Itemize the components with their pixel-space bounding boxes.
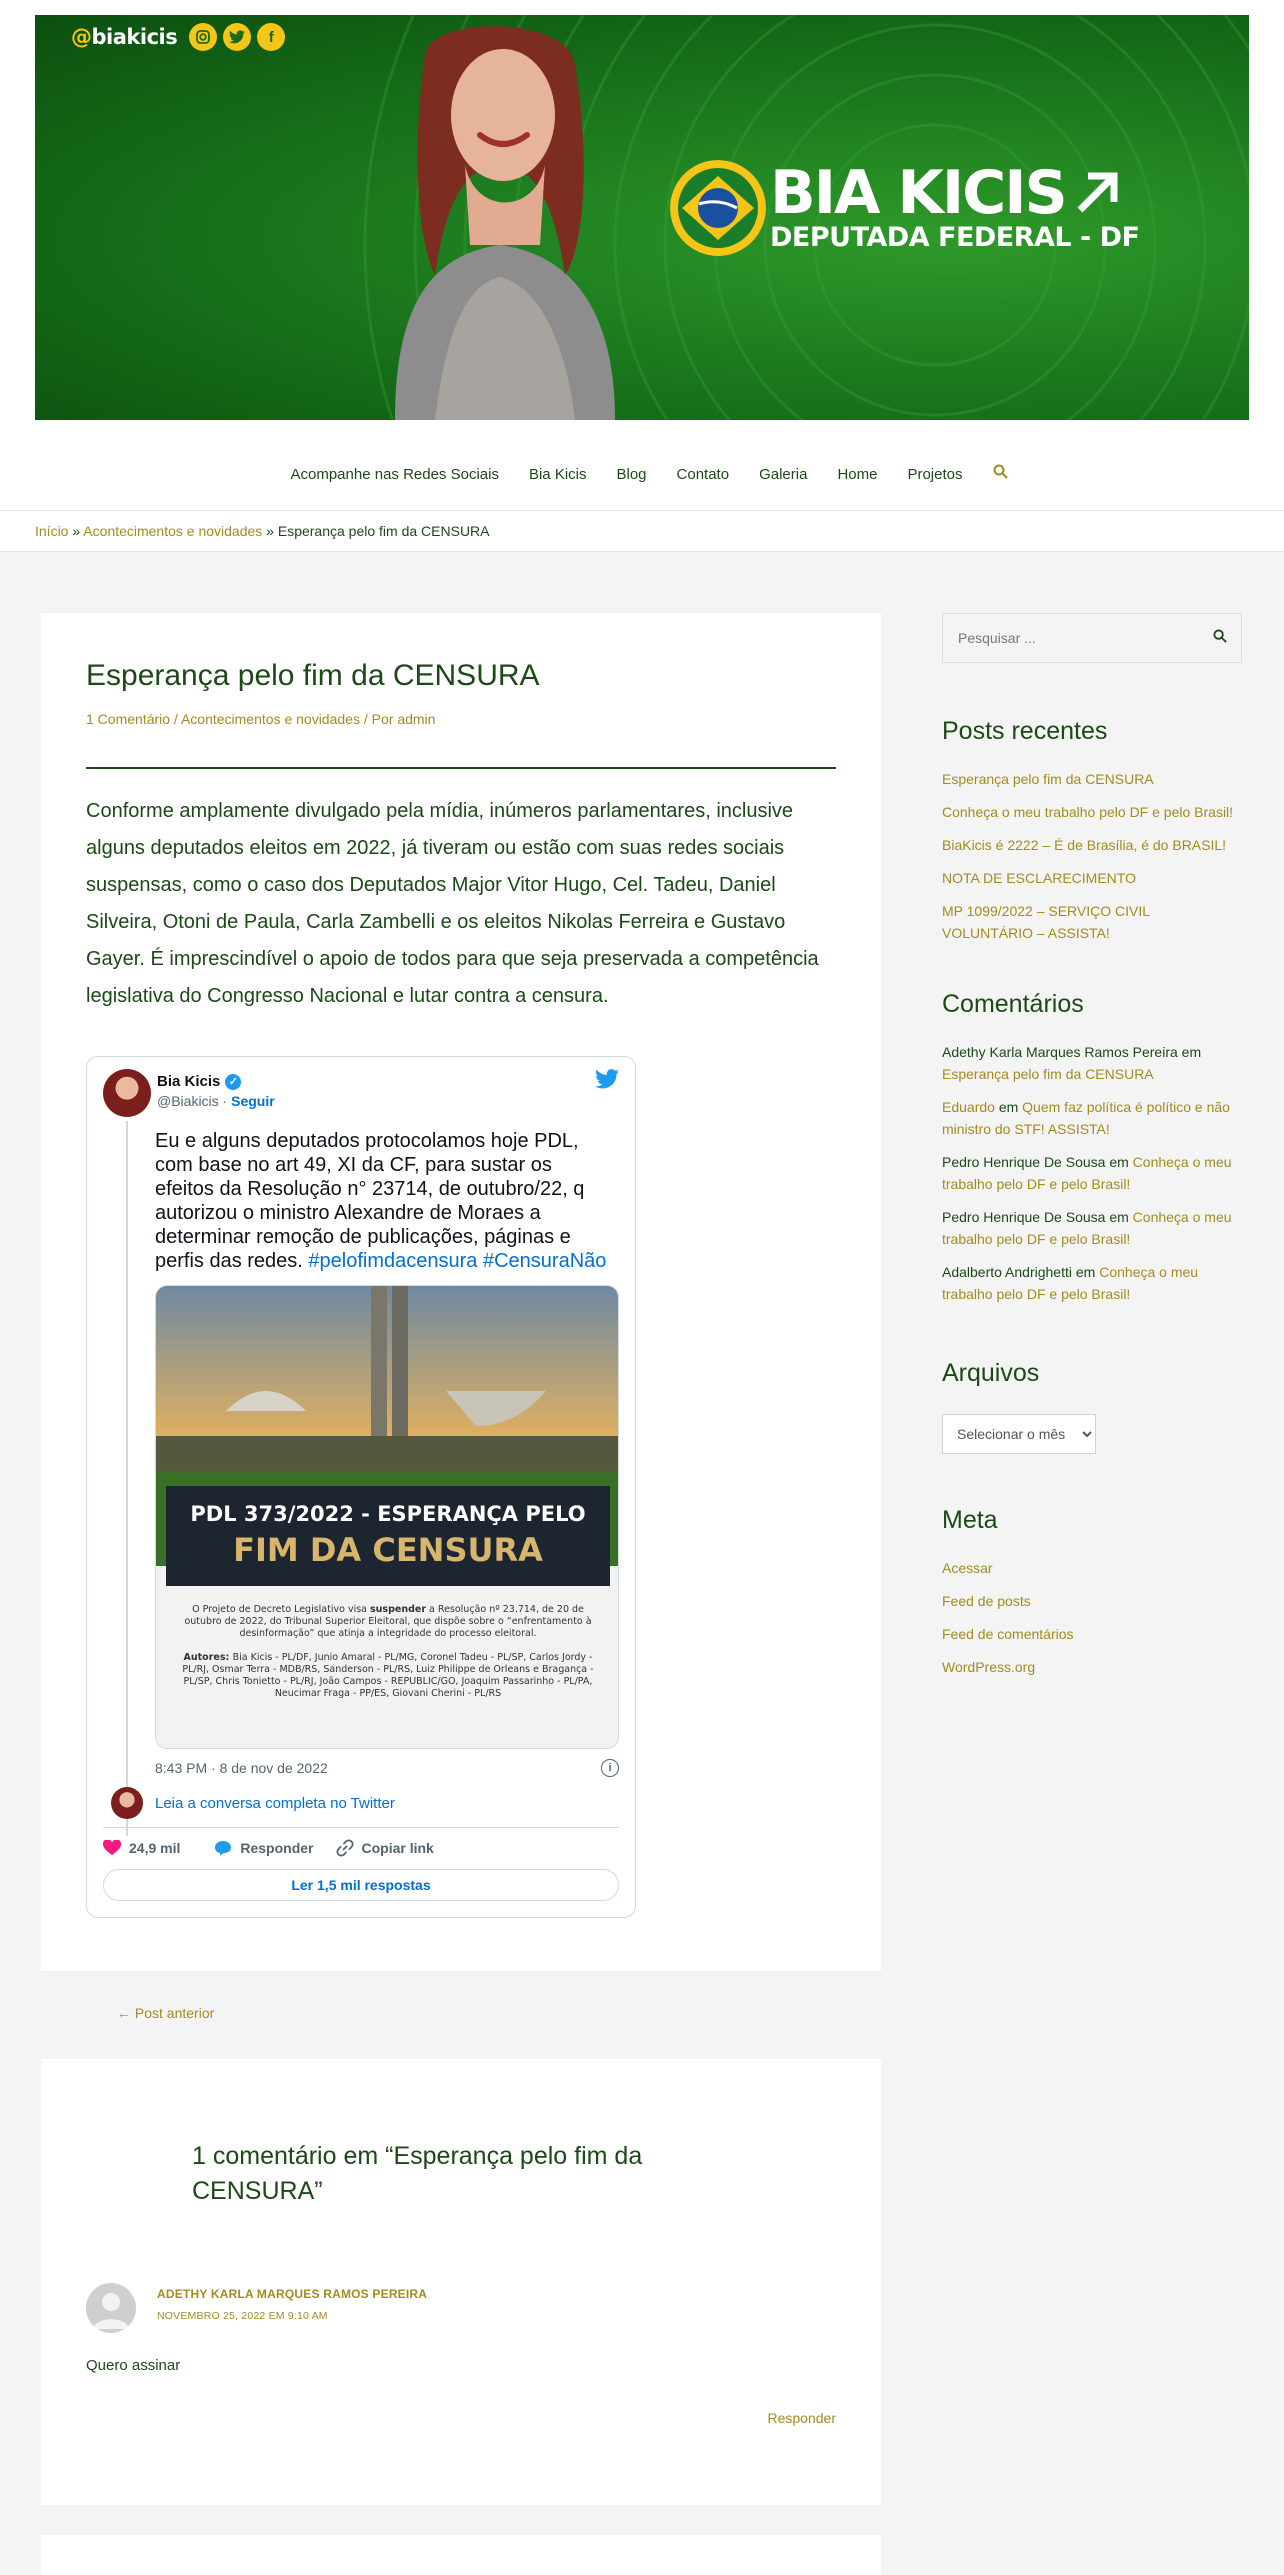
social-handle: @biakicis	[71, 25, 178, 49]
search-icon[interactable]	[1213, 629, 1227, 643]
breadcrumb-separator: »	[266, 523, 274, 539]
comment-text: Quero assinar	[86, 2357, 181, 2374]
recent-post-link[interactable]: BiaKicis é 2222 – É de Brasília, é do BRASIL!	[942, 837, 1227, 853]
site-header	[0, 0, 1284, 512]
portrait-image	[335, 15, 665, 420]
recent-post-link[interactable]: Esperança pelo fim da CENSURA	[942, 771, 1154, 787]
image-headline-1: PDL 373/2022 - ESPERANÇA PELO	[190, 1502, 586, 1526]
heart-icon	[103, 1840, 121, 1856]
meta-by: / Por	[359, 711, 398, 727]
tweet-dot: ·	[218, 1093, 232, 1109]
search-placeholder: Pesquisar ...	[958, 630, 1036, 646]
reply-label: Responder	[240, 1840, 314, 1856]
tweet-follow-link[interactable]: Seguir	[231, 1093, 275, 1109]
post-article	[41, 613, 881, 1971]
recent-comment-item	[942, 1151, 1242, 1195]
breadcrumb-separator: »	[72, 523, 81, 539]
nav-item-contato[interactable]: Contato	[676, 466, 730, 483]
comment-reply-link[interactable]: Responder	[767, 2410, 836, 2426]
search-icon[interactable]	[993, 464, 1008, 483]
meta-link-posts-feed[interactable]: Feed de posts	[942, 1593, 1031, 1609]
tweet-author	[157, 1073, 241, 1090]
comment-author-name: Adalberto Andrighetti	[942, 1264, 1072, 1280]
tweet-thread-line	[126, 1121, 128, 1836]
reply-bubble-icon	[214, 1840, 232, 1856]
tweet-handle[interactable]: @Biakicis	[157, 1093, 219, 1109]
post-author-link[interactable]: admin	[397, 711, 436, 727]
post-title: Esperança pelo fim da CENSURA	[86, 659, 540, 692]
meta-links-list	[942, 1557, 1242, 1678]
meta-separator: /	[170, 711, 181, 727]
breadcrumb-current: Esperança pelo fim da CENSURA	[277, 523, 490, 539]
tweet-actions	[103, 1839, 434, 1857]
comment-post-link[interactable]: Quem faz política é político e não ministro do STF! ASSISTA!	[942, 1099, 1230, 1137]
breadcrumb-home[interactable]: Início	[35, 523, 69, 539]
brazil-flag-icon	[670, 160, 766, 256]
nav-item-galeria[interactable]: Galeria	[759, 466, 808, 483]
comment-author-name: Pedro Henrique De Sousa	[942, 1209, 1106, 1225]
tweet-timestamp[interactable]: 8:43 PM · 8 de nov de 2022	[155, 1760, 328, 1776]
read-replies-button[interactable]: Ler 1,5 mil respostas	[103, 1869, 619, 1901]
recent-posts-title: Posts recentes	[942, 717, 1108, 745]
image-description: O Projeto de Decreto Legislativo visa suspender a Resolução nº 23.714, de 20 de outubro de 2022, do Tribunal Superior Eleitoral, que dispõe sobre o “enfrentamento à desinformação” que atinja a integridade do processo eleitoral. Autores: Bia Kicis - PL/DF, Junio Amaral - PL/MG, Coronel Tadeu - PL/SP, Carlos Jordy - PL/RJ, Osmar Terra - MDB/RS, Sanderson - PL/RS, Luiz Philippe de Orleans e Bragança - PL/SP, Chris Tonietto - PL/RJ, João Campos - REPUBLIC/GO, Joaquim Passarinho - PL/PA, Neucimar Fraga - PP/ES, Giovani Cherini - PL/RS	[182, 1604, 594, 1699]
recent-comment-item	[942, 1041, 1242, 1085]
hashtag-link[interactable]: #CensuraNão	[482, 1250, 607, 1272]
archives-title: Arquivos	[942, 1359, 1040, 1387]
read-conversation-link[interactable]: Leia a conversa completa no Twitter	[155, 1795, 395, 1812]
tweet-mini-avatar	[111, 1787, 143, 1819]
search-input[interactable]	[942, 613, 1242, 663]
sidebar	[942, 613, 1242, 1689]
meta-title: Meta	[942, 1506, 998, 1534]
post-comments-link[interactable]: 1 Comentário	[86, 711, 171, 727]
copy-link-label: Copiar link	[361, 1840, 434, 1856]
instagram-icon[interactable]	[189, 23, 217, 51]
comment-date[interactable]: NOVEMBRO 25, 2022 EM 9:10 AM	[157, 2310, 328, 2322]
recent-posts-list	[942, 768, 1242, 944]
comment-form-box	[41, 2535, 881, 2575]
post-meta	[86, 711, 836, 727]
nav-item-projetos[interactable]: Projetos	[907, 466, 963, 483]
reply-button[interactable]	[214, 1840, 313, 1856]
tweet-text	[155, 1129, 615, 1273]
tweet-image-graphic	[156, 1286, 619, 1749]
brand-name: BIA KICIS	[770, 157, 1066, 228]
facebook-icon[interactable]: f	[257, 23, 285, 51]
title-divider	[86, 767, 836, 769]
nav-item-redes-sociais[interactable]: Acompanhe nas Redes Sociais	[290, 466, 499, 483]
nav-item-bia-kicis[interactable]: Bia Kicis	[528, 466, 587, 483]
recent-comment-item	[942, 1206, 1242, 1250]
tweet-text-body: Eu e alguns deputados protocolamos hoje PDL, com base no art 49, XI da CF, para sustar os efeitos da Resolução n° 23714, de outubro/22, q autorizou o ministro Alexandre de Moraes a determinar remoção de publicações, páginas e perfis das redes.	[155, 1130, 585, 1272]
info-icon[interactable]: i	[601, 1759, 619, 1777]
recent-post-link[interactable]: MP 1099/2022 – SERVIÇO CIVIL VOLUNTÁRIO – ASSISTA!	[942, 903, 1150, 941]
comments-section	[41, 2059, 881, 2505]
comment-post-link[interactable]: Conheça o meu trabalho pelo DF e pelo Brasil!	[942, 1154, 1232, 1192]
copy-link-button[interactable]	[336, 1839, 434, 1857]
comments-title: 1 comentário em “Esperança pelo fim da CENSURA”	[192, 2142, 643, 2205]
recent-comment-item	[942, 1096, 1242, 1140]
comment-author[interactable]: ADETHY KARLA MARQUES RAMOS PEREIRA	[157, 2287, 428, 2301]
comment-on: em	[1071, 1264, 1100, 1280]
breadcrumb	[0, 510, 1284, 552]
avatar-placeholder-icon	[86, 2283, 136, 2333]
comment-author-name: Adethy Karla Marques Ramos Pereira	[942, 1044, 1178, 1060]
comment-author-link[interactable]: Eduardo	[942, 1099, 995, 1115]
brand-role: DEPUTADA FEDERAL - DF	[770, 221, 1140, 253]
post-category-link[interactable]: Acontecimentos e novidades	[180, 711, 360, 727]
recent-comments-list	[942, 1041, 1242, 1305]
tweet-divider	[103, 1827, 619, 1828]
comment-author-name: Pedro Henrique De Sousa	[942, 1154, 1106, 1170]
header-banner[interactable]	[35, 15, 1249, 420]
like-count: 24,9 mil	[129, 1840, 181, 1856]
comment-on: em	[1105, 1154, 1133, 1170]
previous-post-link[interactable]: ← Post anterior	[117, 2005, 215, 2021]
link-icon	[336, 1839, 354, 1857]
comments-widget-title: Comentários	[942, 990, 1084, 1018]
comment-post-link[interactable]: Conheça o meu trabalho pelo DF e pelo Brasil!	[942, 1264, 1199, 1302]
comment-on: em	[1177, 1044, 1202, 1060]
archive-dropdown[interactable]	[942, 1414, 1096, 1454]
social-links	[71, 23, 285, 51]
meta-link-login[interactable]: Acessar	[942, 1560, 993, 1576]
twitter-icon[interactable]	[223, 23, 251, 51]
embedded-tweet[interactable]	[86, 1056, 636, 1918]
hashtag-link[interactable]: #pelofimdacensura	[308, 1250, 478, 1272]
recent-post-link[interactable]: Conheça o meu trabalho pelo DF e pelo Brasil!	[942, 804, 1234, 820]
tweet-author-name[interactable]: Bia Kicis	[157, 1073, 221, 1090]
recent-post-link[interactable]: NOTA DE ESCLARECIMENTO	[942, 870, 1136, 886]
comment-post-link[interactable]: Conheça o meu trabalho pelo DF e pelo Brasil!	[942, 1209, 1232, 1247]
breadcrumb-category[interactable]: Acontecimentos e novidades	[83, 523, 263, 539]
nav-item-home[interactable]: Home	[837, 466, 878, 483]
tweet-image[interactable]	[155, 1285, 619, 1749]
tweet-handle-row	[157, 1093, 275, 1109]
verified-icon: ✓	[225, 1074, 241, 1090]
like-button[interactable]	[103, 1840, 180, 1856]
archive-dropdown-wrap	[942, 1414, 1242, 1454]
twitter-bird-icon[interactable]	[595, 1069, 619, 1089]
brand-logo	[670, 157, 1140, 256]
recent-comment-item	[942, 1261, 1242, 1305]
main-navigation	[0, 466, 1284, 483]
meta-link-comments-feed[interactable]: Feed de comentários	[942, 1626, 1074, 1642]
post-body: Conforme amplamente divulgado pela mídia, inúmeros parlamentares, inclusive alguns deputados eleitos em 2022, já tiveram ou estão com suas redes sociais suspensas, como o caso dos Deputados Major Vitor Hugo, Cel. Tadeu, Daniel Silveira, Otoni de Paula, Carla Zambelli e os eleitos Nikolas Ferreira e Gustavo Gayer. É imprescindível o apoio de todos para que seja preservada a competência legislativa do Congresso Nacional e lutar contra a censura.	[86, 800, 819, 1007]
comment-on: em	[994, 1099, 1023, 1115]
tweet-avatar[interactable]	[103, 1069, 151, 1117]
comment-post-link[interactable]: Esperança pelo fim da CENSURA	[942, 1066, 1154, 1082]
nav-item-blog[interactable]: Blog	[616, 466, 647, 483]
comment-on: em	[1105, 1209, 1133, 1225]
meta-link-wordpress[interactable]: WordPress.org	[942, 1659, 1036, 1675]
image-headline-2: FIM DA CENSURA	[233, 1531, 543, 1569]
arrow-up-right-icon	[1074, 170, 1120, 216]
